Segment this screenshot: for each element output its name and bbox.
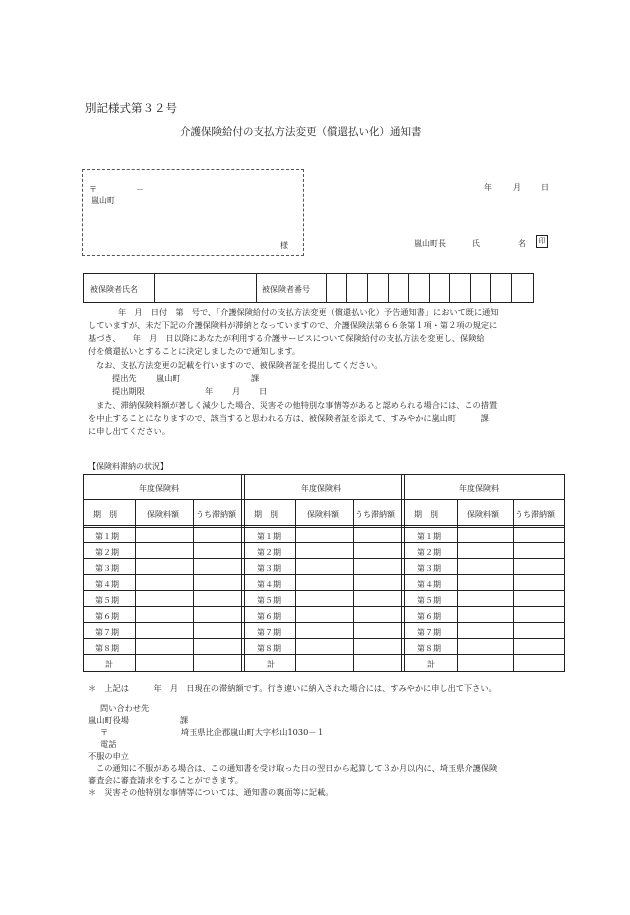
- insured-number-digit: [408, 274, 409, 302]
- insured-number-digit: [490, 274, 491, 302]
- group-3-period-4: 第４期: [417, 580, 441, 589]
- group-1-period-1: 第１期: [95, 532, 119, 541]
- group-1-period-8: 第８期: [95, 644, 119, 653]
- arrears-table-grid: [83, 474, 565, 672]
- postal-mark: 〒: [89, 185, 97, 194]
- group-2-total: 計: [267, 660, 275, 669]
- group-2-period-6: 第６期: [257, 612, 281, 621]
- group-2-period-3: 第３期: [257, 564, 281, 573]
- arrears-footnote: ＊ 上記は 年 月 日現在の滞納額です。行き違いに納入された場合には、すみやかに申し出て下さい。: [88, 683, 497, 693]
- issuer-mei: 名: [518, 239, 526, 248]
- contact-address: 埼玉県比企郡嵐山町大字杉山1030－１: [181, 727, 325, 737]
- body-p2: なお、支払方法変更の記載を行いますので、被保険者証を提出してください。: [96, 360, 383, 370]
- group-1-period-7: 第７期: [95, 628, 119, 637]
- contact-office: 嵐山町役場: [88, 715, 129, 725]
- group-2-col-arrears: うち滞納額: [355, 510, 395, 519]
- insured-number-digit: [326, 274, 327, 302]
- group-2-period-5: 第５期: [257, 596, 281, 605]
- insured-number-digit: [449, 274, 450, 302]
- group-3-col-period: 期 別: [414, 510, 438, 519]
- contact-phone-label: 電話: [100, 739, 117, 749]
- seal-mark: 印: [536, 235, 548, 248]
- contact-label: 問い合わせ先: [100, 703, 150, 713]
- group-1-period-4: 第４期: [95, 580, 119, 589]
- group-3-period-3: 第３期: [417, 564, 441, 573]
- issuer-title: 嵐山町長: [414, 239, 446, 248]
- insured-number-digit: [346, 274, 347, 302]
- group-1-period-2: 第２期: [95, 548, 119, 557]
- group-1-col-period: 期 別: [93, 510, 117, 519]
- group-2-period-7: 第７期: [257, 628, 281, 637]
- body-p3-line2: を中止することになりますので、該当すると思われる方は、被保険者証を添えて、すみやかに嵐山町 課: [88, 413, 489, 423]
- group-1-col-premium: 保険料額: [147, 510, 179, 519]
- deadline-label: 提出期限: [112, 386, 145, 396]
- insured-number-digit: [429, 274, 430, 302]
- group-3-period-6: 第６期: [417, 612, 441, 621]
- body-p1-line1: 年 月 日付 第 号で、「介護保険給付の支払方法変更（償還払い化）予告通知書」において既に通知: [118, 307, 499, 317]
- group-2-period-1: 第１期: [257, 532, 281, 541]
- group-1-period-6: 第６期: [95, 612, 119, 621]
- appeal-note: ＊ 災害その他特別な事情等については、通知書の裏面等に記載。: [88, 787, 334, 797]
- contact-postal-mark: 〒: [100, 727, 109, 737]
- group-1-period-3: 第３期: [95, 564, 119, 573]
- appeal-heading: 不服の申立: [88, 751, 129, 761]
- date-day: 日: [541, 183, 549, 192]
- postal-dash: －: [136, 185, 144, 194]
- group-2-period-2: 第２期: [257, 548, 281, 557]
- group-2-label: 年度保険料: [301, 484, 341, 493]
- group-3-label: 年度保険料: [459, 484, 499, 493]
- insured-number-digit: [511, 274, 512, 302]
- insured-number-digit: [470, 274, 471, 302]
- group-2-col-premium: 保険料額: [307, 510, 339, 519]
- group-3-col-arrears: うち滞納額: [515, 510, 555, 519]
- submit-to-town: 嵐山町: [156, 373, 181, 383]
- document-title: 介護保険給付の支払方法変更（償還払い化）通知書: [180, 126, 422, 138]
- group-3-col-premium: 保険料額: [467, 510, 499, 519]
- arrears-table: [83, 474, 565, 672]
- date-month: 月: [513, 183, 521, 192]
- group-1-label: 年度保険料: [139, 484, 179, 493]
- deadline-year: 年: [205, 386, 214, 396]
- appeal-line1: この通知に不服がある場合は、この通知書を受け取った日の翌日から起算して３か月以内に、埼玉県介護保険: [96, 763, 498, 773]
- group-1-period-5: 第５期: [95, 596, 119, 605]
- body-p3-line3: に申し出てください。: [88, 426, 170, 436]
- body-p1-line4: 付を償還払いとすることに決定しましたので通知します。: [88, 346, 301, 356]
- body-p1-line3: 基づき、 年 月 日以降にあなたが利用する介護サービスについて保険給付の支払方法を変更し、保険給: [88, 333, 485, 343]
- group-1-col-arrears: うち滞納額: [196, 510, 236, 519]
- submit-to-label: 提出先: [112, 373, 137, 383]
- group-1-total: 計: [105, 660, 113, 669]
- recipient-honorific: 様: [280, 241, 288, 250]
- insured-number-label-cell: [256, 274, 257, 302]
- body-p3-line1: また、滞納保険料額が著しく減少した場合、災害その他特別な事情等があると認められる場合には、この措置: [96, 400, 498, 410]
- issuer-shi: 氏: [472, 239, 480, 248]
- submit-to-dept: 課: [251, 373, 260, 383]
- date-year: 年: [484, 183, 492, 192]
- form-number: 別記様式第３２号: [85, 101, 177, 115]
- insured-number-digit: [388, 274, 389, 302]
- address-box: [82, 169, 304, 256]
- group-3-period-8: 第８期: [417, 644, 441, 653]
- group-2-period-8: 第８期: [257, 644, 281, 653]
- contact-dept: 課: [180, 715, 189, 725]
- group-3-period-2: 第２期: [417, 548, 441, 557]
- group-3-period-1: 第１期: [417, 532, 441, 541]
- insured-number-digit: [367, 274, 368, 302]
- deadline-month: 月: [232, 386, 241, 396]
- deadline-day: 日: [259, 386, 268, 396]
- group-2-col-period: 期 別: [254, 510, 278, 519]
- insured-number-label: 被保険者番号: [262, 285, 310, 294]
- group-3-period-5: 第５期: [417, 596, 441, 605]
- appeal-line2: 審査会に審査請求をすることができます。: [88, 775, 243, 785]
- recipient-town: 嵐山町: [91, 196, 115, 205]
- body-p1-line2: していますが、未だ下記の介護保険料が滞納となっていますので、介護保険法第６６条第１項・第２項の規定に: [88, 320, 498, 330]
- insured-name-label: 被保険者氏名: [90, 285, 138, 294]
- group-3-total: 計: [427, 660, 435, 669]
- insured-name-field: [154, 274, 155, 302]
- insured-info-row: [83, 273, 534, 303]
- group-2-period-4: 第４期: [257, 580, 281, 589]
- arrears-heading: 【保険料滞納の状況】: [88, 462, 168, 471]
- group-3-period-7: 第７期: [417, 628, 441, 637]
